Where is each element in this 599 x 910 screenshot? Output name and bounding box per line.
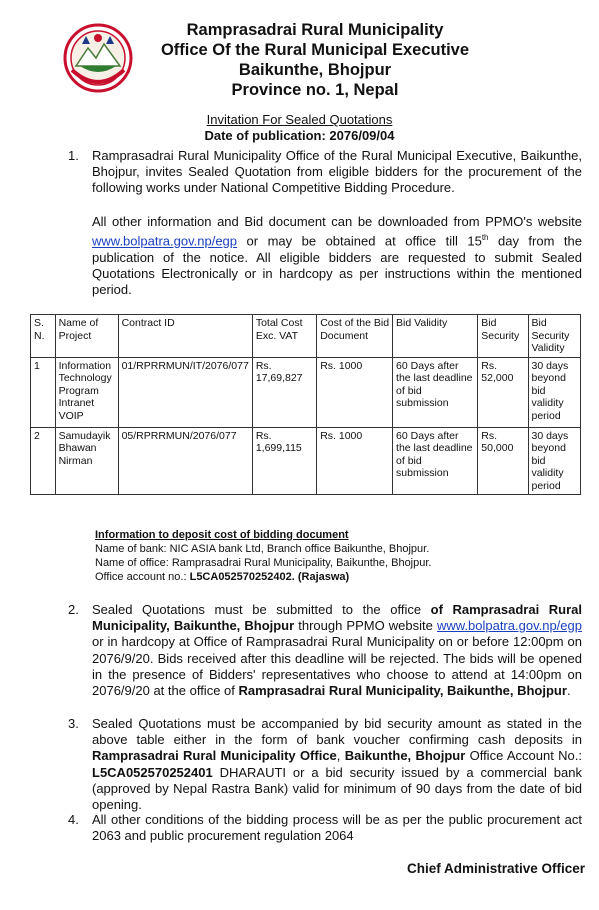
para1-sup: th bbox=[481, 233, 489, 243]
table-header-row bbox=[31, 315, 581, 358]
para3-number: 3. bbox=[68, 716, 79, 731]
para3-text bbox=[92, 716, 582, 813]
para2-d: or in hardcopy at Office of Ramprasadrai Rural Municipality on or before 12:00pm on 2076/9/20. Bids received after this deadline will be rejected. The bids will be opened in the presence of Bidders' representatives who choose to attend at 14:00pm on 2076/9/20 at the office of bbox=[92, 634, 582, 699]
table-cell: Samudayik Bhawan Nirman bbox=[55, 427, 118, 495]
header-cell: Contract ID bbox=[118, 315, 252, 358]
table-row bbox=[31, 427, 581, 495]
table-cell: 60 Days after the last deadline of bid submission bbox=[393, 357, 478, 427]
deposit-heading: Information to deposit cost of bidding document bbox=[95, 529, 349, 541]
para4-text: All other conditions of the bidding process will be as per the public procurement act 2063 and public procurement regulation 2064 bbox=[92, 812, 582, 844]
ppmo-link-2[interactable]: www.bolpatra.gov.np/egp bbox=[436, 618, 582, 634]
account-label: Office account no.: bbox=[95, 571, 187, 583]
table-cell: 01/RPRRMUN/IT/2076/077 bbox=[118, 357, 252, 427]
table-cell: 1 bbox=[31, 357, 56, 427]
para3-d: Baikunthe, Bhojpur bbox=[344, 748, 466, 764]
header-cell: Bid Security Validity bbox=[528, 315, 581, 358]
publication-date: Date of publication: 2076/09/04 bbox=[204, 128, 395, 143]
para1-text: Ramprasadrai Rural Municipality Office of the Rural Municipal Executive, Baikunthe, Bhojpur, invites Sealed Quotation from eligible bidders for the procurement of the following works under National Competitive Bidding Procedure. bbox=[92, 148, 582, 196]
signature: Chief Administrative Officer bbox=[406, 861, 585, 876]
para3-g: DHARAUTI or a bid security issued by a commercial bank (approved by Nepal Rastra Bank) valid for minimum of 90 days from the date of bid opening. bbox=[92, 764, 582, 813]
para2-f: . bbox=[566, 683, 571, 699]
office-location: Baikunthe, Bhojpur bbox=[238, 61, 392, 79]
table-cell: 30 days beyond bid validity period bbox=[528, 357, 581, 427]
para1-text2-a: All other information and Bid document can be downloaded from PPMO's website bbox=[92, 214, 582, 229]
header-cell: S. N. bbox=[31, 315, 56, 358]
para2-number: 2. bbox=[68, 602, 79, 617]
para3-c: , bbox=[336, 748, 341, 764]
table-cell: Rs. 1000 bbox=[317, 357, 393, 427]
header-cell: Cost of the Bid Document bbox=[317, 315, 393, 358]
header-cell: Name of Project bbox=[55, 315, 118, 358]
bid-table bbox=[30, 314, 581, 495]
para3-a: Sealed Quotations must be accompanied by bid security amount as stated in the above table either in the form of bank voucher confirming cash deposits in bbox=[92, 716, 582, 748]
table-cell: Rs. 17,69,827 bbox=[252, 357, 316, 427]
table-cell: Information Technology Program Intranet VOIP bbox=[55, 357, 118, 427]
para1-text2-b: or may be obtained at office till 15 bbox=[246, 233, 482, 249]
province-name: Province no. 1, Nepal bbox=[231, 81, 399, 99]
bank-name: Name of bank: NIC ASIA bank Ltd, Branch office Baikunthe, Bhojpur. bbox=[95, 543, 430, 555]
header-cell: Bid Security bbox=[478, 315, 528, 358]
table-cell: 2 bbox=[31, 427, 56, 495]
table-cell: 05/RPRRMUN/2076/077 bbox=[118, 427, 252, 495]
table-cell: Rs. 1000 bbox=[317, 427, 393, 495]
para2-b: of Ramprasadrai Rural Municipality, Baikunthe, Bhojpur bbox=[92, 602, 582, 634]
office-name-info: Name of office: Ramprasadrai Rural Municipality, Baikunthe, Bhojpur. bbox=[95, 557, 432, 569]
header-cell: Bid Validity bbox=[393, 315, 478, 358]
office-name: Office Of the Rural Municipal Executive bbox=[160, 41, 470, 59]
para1-text2-c: day from the publication of the notice. All eligible bidders are requested to submit Sealed Quotations Electronically or in hardcopy as per instructions within the mentioned period. bbox=[92, 233, 582, 298]
para2-e: Ramprasadrai Rural Municipality, Baikunthe, Bhojpur bbox=[238, 683, 567, 699]
para3-b: Ramprasadrai Rural Municipality Office bbox=[92, 748, 337, 764]
para2-a: Sealed Quotations must be submitted to the office bbox=[92, 602, 422, 617]
municipality-name: Ramprasadrai Rural Municipality bbox=[186, 21, 444, 39]
para4-number: 4. bbox=[68, 812, 79, 827]
table-cell: Rs. 1,699,115 bbox=[252, 427, 316, 495]
table-cell: 60 Days after the last deadline of bid submission bbox=[393, 427, 478, 495]
nepal-government-emblem-icon bbox=[62, 22, 134, 94]
table-cell: 30 days beyond bid validity period bbox=[528, 427, 581, 495]
table-cell: Rs. 52,000 bbox=[478, 357, 528, 427]
para2-text bbox=[92, 602, 582, 699]
para2-c: through PPMO website bbox=[298, 618, 433, 634]
table-row bbox=[31, 357, 581, 427]
header-cell: Total Cost Exc. VAT bbox=[252, 315, 316, 358]
para3-f: L5CA052570252401 bbox=[92, 764, 213, 780]
table-cell: Rs. 50,000 bbox=[478, 427, 528, 495]
account-value: L5CA052570252402. (Rajaswa) bbox=[189, 571, 350, 583]
para1-download-info bbox=[92, 214, 582, 298]
office-account bbox=[95, 570, 349, 584]
para3-e: Office Account No.: bbox=[469, 748, 582, 764]
para1-number: 1. bbox=[68, 148, 79, 163]
notice-title: Invitation For Sealed Quotations bbox=[206, 112, 393, 127]
ppmo-link[interactable]: www.bolpatra.gov.np/egp bbox=[92, 233, 238, 249]
